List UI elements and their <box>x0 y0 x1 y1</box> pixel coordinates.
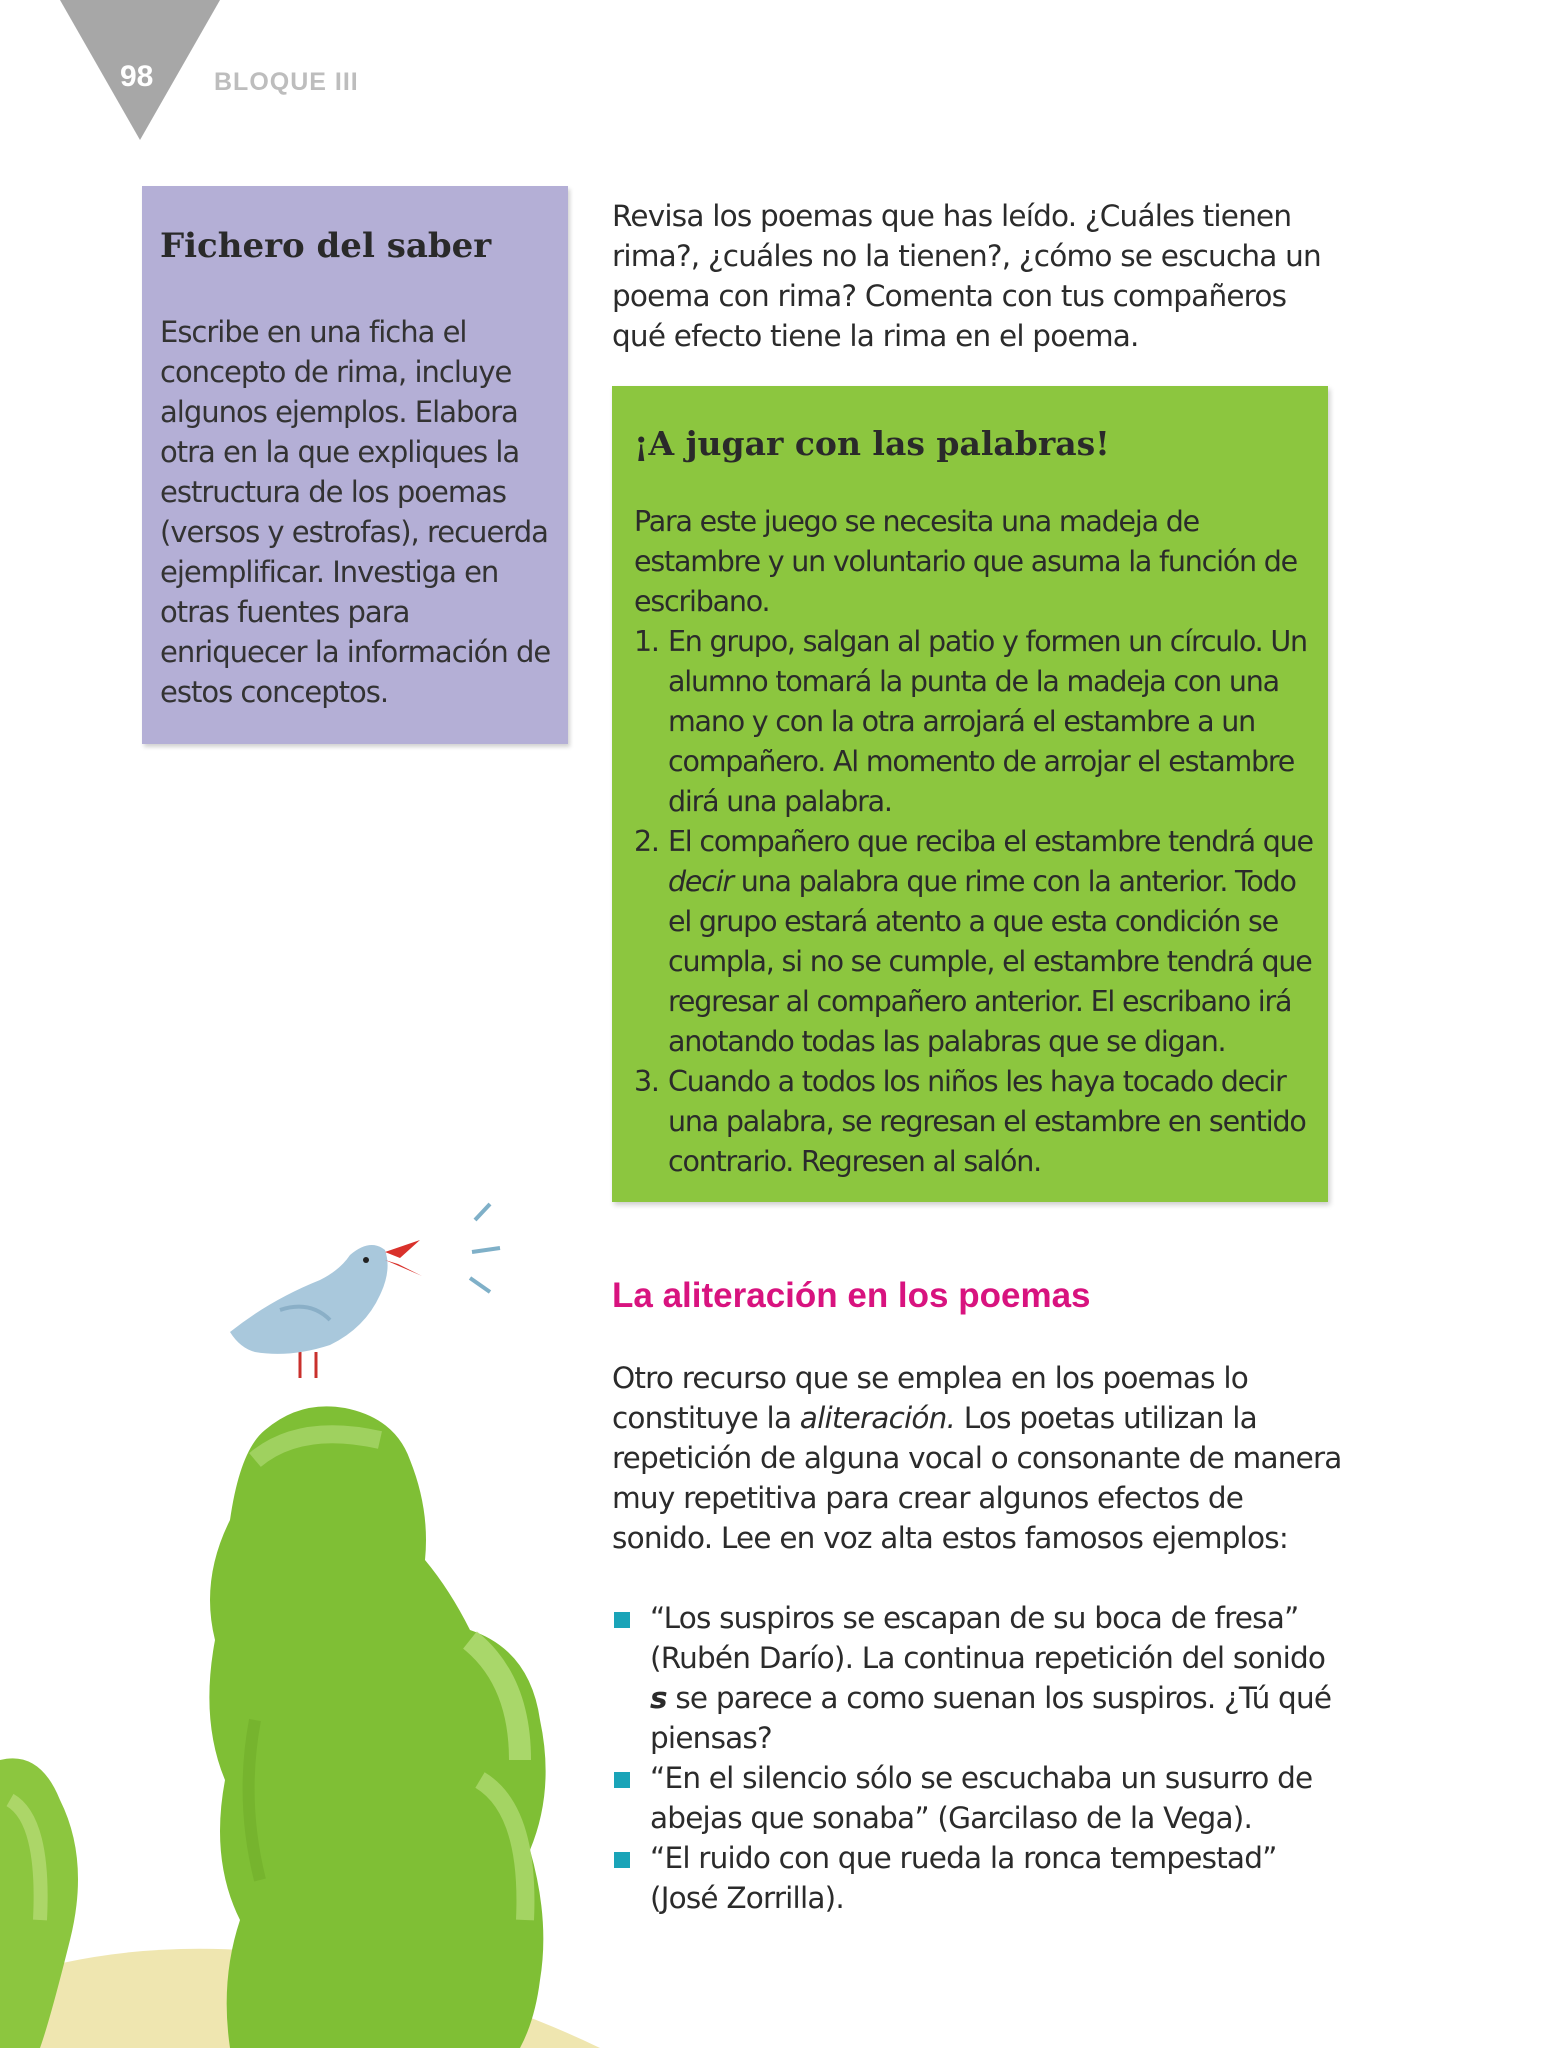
step-number: 1. <box>634 625 659 658</box>
step-text: El compañero que reciba el estambre tendrá que <box>668 825 1313 858</box>
example-item <box>612 1598 1342 1758</box>
body-text-part: Otro recurso que se emplea en los poemas lo constituye la <box>612 1361 1248 1435</box>
step-number: 2. <box>634 825 659 858</box>
step-number: 3. <box>634 1065 659 1098</box>
game-step <box>634 1062 1324 1182</box>
bird-on-bush-illustration <box>0 1160 600 2048</box>
step-text: En grupo, salgan al patio y formen un círculo. Un alumno tomará la punta de la madeja con una mano y con la otra arrojará el estambre a un compañero. Al momento de arrojar el estambre dirá una palabra. <box>668 625 1307 818</box>
game-steps-list <box>634 622 1324 1182</box>
game-step <box>634 622 1324 822</box>
fichero-del-saber-box <box>142 186 568 744</box>
step-text-italic: decir <box>668 865 733 898</box>
square-bullet-icon <box>614 1772 630 1788</box>
game-intro: Para este juego se necesita una madeja de estambre y un voluntario que asuma la función de escribano. <box>634 505 1297 618</box>
example-text: “En el silencio sólo se escuchaba un susurro de abejas que sonaba” (Garcilaso de la Vega). <box>650 1761 1313 1835</box>
game-step <box>634 822 1324 1062</box>
page-number: 98 <box>120 60 154 93</box>
game-title: ¡A jugar con las palabras! <box>634 424 1110 463</box>
fichero-title: Fichero del saber <box>160 226 492 266</box>
step-text: Cuando a todos los niños les haya tocado decir una palabra, se regresan el estambre en sentido contrario. Regresen al salón. <box>668 1065 1306 1178</box>
body-text-italic: aliteración. <box>799 1401 956 1435</box>
section-title: La aliteración en los poemas <box>612 1276 1091 1315</box>
fichero-text: Escribe en una ficha el concepto de rima, incluye algunos ejemplos. Elabora otra en la que expliques la estructura de los poemas (versos y estrofas), recuerda ejemplificar. Investiga en otras fuentes para enriquecer la información de estos conceptos. <box>160 315 551 709</box>
example-text: “El ruido con que rueda la ronca tempestad” (José Zorrilla). <box>650 1841 1277 1915</box>
examples-list <box>612 1598 1342 1918</box>
game-box <box>612 386 1328 1202</box>
body-text-part: Los poetas utilizan la repetición de alguna vocal o consonante de manera muy repetitiva para crear algunos efectos de sonido. Lee en voz alta estos famosos ejemplos: <box>612 1401 1342 1555</box>
example-item <box>612 1838 1342 1918</box>
square-bullet-icon <box>614 1852 630 1868</box>
block-label: BLOQUE III <box>214 68 359 96</box>
section-body <box>612 1358 1342 1558</box>
example-text: “Los suspiros se escapan de su boca de fresa” (Rubén Darío). La continua repetición del sonido <box>650 1601 1326 1675</box>
step-text: una palabra que rime con la anterior. Todo el grupo estará atento a que esta condición se cumpla, si no se cumple, el estambre tendrá que regresar al compañero anterior. El escribano irá anotando todas las palabras que se digan. <box>668 865 1312 1058</box>
example-text: se parece a como suenan los suspiros. ¿Tú qué piensas? <box>650 1681 1332 1755</box>
example-text-bold-italic: s <box>650 1681 667 1715</box>
square-bullet-icon <box>614 1612 630 1628</box>
intro-paragraph: Revisa los poemas que has leído. ¿Cuáles tienen rima?, ¿cuáles no la tienen?, ¿cómo se escucha un poema con rima? Comenta con tus compañeros qué efecto tiene la rima en el poema. <box>612 199 1321 353</box>
example-item <box>612 1758 1342 1838</box>
